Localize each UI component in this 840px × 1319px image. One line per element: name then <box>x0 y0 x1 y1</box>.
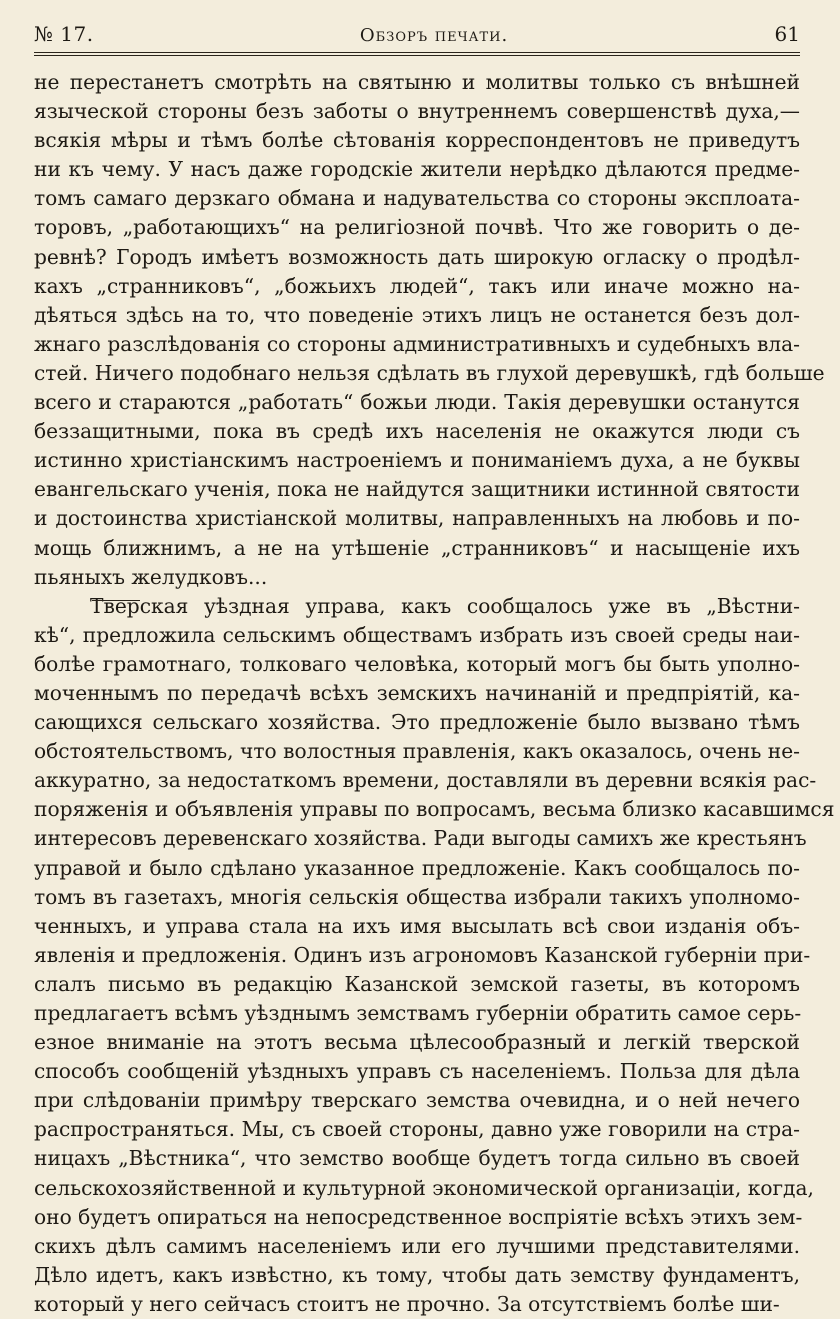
text-line: всякія мѣры и тѣмъ болѣе сѣтованія корреспондентовъ не приведутъ <box>34 128 800 153</box>
text-line: дѣяться здѣсь на то, что поведеніе этихъ лицъ не останется безъ дол- <box>34 302 800 327</box>
text-line: Дѣло идетъ, какъ извѣстно, къ тому, чтобы дать земству фундаментъ, <box>34 1262 800 1287</box>
text-line: предлагаетъ всѣмъ уѣзднымъ земствамъ губерніи обратить самое серь- <box>34 1001 802 1025</box>
text-line: сающихся сельскаго хозяйства. Это предложеніе было вызвано тѣмъ <box>34 710 800 735</box>
text-line: томъ въ газетахъ, многія сельскія общества избрали такихъ уполномо- <box>34 884 800 909</box>
article-body <box>34 68 835 1319</box>
text-line: езное вниманіе на этотъ весьма цѣлесообразный и легкій тверской <box>34 1030 800 1055</box>
paragraph-1 <box>34 68 825 592</box>
text-line: истинно христіанскимъ настроеніемъ и пониманіемъ духа, а не буквы <box>34 448 800 473</box>
text-line: который у него сейчасъ стоитъ не прочно. За отсутствіемъ болѣе ши- <box>34 1291 780 1316</box>
text-line: управой и было сдѣлано указанное предложеніе. Какъ сообщалось по- <box>34 855 800 880</box>
text-line: мощь ближнимъ, а не на утѣшеніе „странниковъ“ и насыщеніе ихъ <box>34 535 800 560</box>
section-dash <box>92 600 140 601</box>
text-line: жнаго разслѣдованія со стороны административныхъ и судебныхъ вла- <box>34 331 800 356</box>
text-line: распространяться. Мы, съ своей стороны, давно уже говорили на стра- <box>34 1117 800 1142</box>
text-line: евангельскаго ученія, пока не найдутся защитники истинной святости <box>34 477 800 502</box>
text-line: обстоятельствомъ, что волостныя правленія, какъ оказалось, очень не- <box>34 739 800 764</box>
text-line: скихъ дѣлъ самимъ населеніемъ или его лучшими представителями. <box>34 1233 800 1258</box>
text-line: болѣе грамотнаго, толковаго человѣка, который могъ бы быть уполно- <box>34 651 800 676</box>
text-line: Тверская уѣздная управа, какъ сообщалось уже въ „Вѣстни- <box>90 593 800 618</box>
text-line: способъ сообщеній уѣздныхъ управъ съ населеніемъ. Польза для дѣла <box>34 1059 800 1084</box>
text-line: ницахъ „Вѣстника“, что земство вообще будетъ тогда сильно въ своей <box>34 1146 800 1171</box>
paragraph-2 <box>34 592 835 1319</box>
text-line: слалъ письмо въ редакцію Казанской земской газеты, въ которомъ <box>34 971 800 996</box>
text-line: томъ самаго дерзкаго обмана и надувательства со стороны эксплоата- <box>34 186 800 211</box>
text-line: пьяныхъ желудковъ... <box>34 564 268 589</box>
text-line: не перестанетъ смотрѣть на святыню и молитвы только съ внѣшней <box>34 70 800 94</box>
running-title: Обзоръ печати. <box>359 25 509 46</box>
header-rule <box>34 52 800 56</box>
text-line: торовъ, „работающихъ“ на религіозной почвѣ. Что же говорить о де- <box>34 215 800 240</box>
text-line: аккуратно, за недостаткомъ времени, доставляли въ деревни всякія рас- <box>34 768 817 793</box>
text-line: оно будетъ опираться на непосредственное воспріятіе всѣхъ этихъ зем- <box>34 1204 803 1229</box>
text-line: кѣ“, предложила сельскимъ обществамъ избрать изъ своей среды наи- <box>34 622 800 647</box>
text-line: ни къ чему. У насъ даже городскіе жители нерѣдко дѣлаются предме- <box>34 157 800 182</box>
text-line: стей. Ничего подобнаго нельзя сдѣлать въ глухой деревушкѣ, гдѣ больше <box>34 360 825 385</box>
text-line: кахъ „странниковъ“, „божьихъ людей“, такъ или иначе можно на- <box>34 273 800 298</box>
text-line: всего и стараются „работать“ божьи люди. Такія деревушки останутся <box>34 390 800 415</box>
text-line: ревнѣ? Городъ имѣетъ возможность дать широкую огласку о продѣл- <box>34 244 800 269</box>
page-header <box>34 22 800 56</box>
text-line: явленія и предложенія. Одинъ изъ агрономовъ Казанской губерніи при- <box>34 942 811 967</box>
text-line: поряженія и объявленія управы по вопросамъ, весьма близко касавшимся <box>34 797 835 822</box>
text-line: моченнымъ по передачѣ всѣхъ земскихъ начинаній и предпріятій, ка- <box>34 680 800 705</box>
text-line: беззащитными, пока въ средѣ ихъ населенія не окажутся люди съ <box>34 419 800 444</box>
text-line: ченныхъ, и управа стала на ихъ имя высылать всѣ свои изданія объ- <box>34 913 800 938</box>
text-line: интересовъ деревенскаго хозяйства. Ради выгоды самихъ же крестьянъ <box>34 826 807 851</box>
text-line: сельскохозяйственной и культурной экономической организаціи, когда, <box>34 1175 814 1200</box>
page-number: 61 <box>774 22 800 46</box>
text-line: при слѣдованіи примѣру тверскаго земства очевидна, и о ней нечего <box>34 1088 800 1113</box>
text-line: и достоинства христіанской молитвы, направленныхъ на любовь и по- <box>34 506 800 531</box>
issue-number: № 17. <box>34 22 94 46</box>
text-line: языческой стороны безъ заботы о внутреннемъ совершенствѣ духа,— <box>34 99 800 124</box>
